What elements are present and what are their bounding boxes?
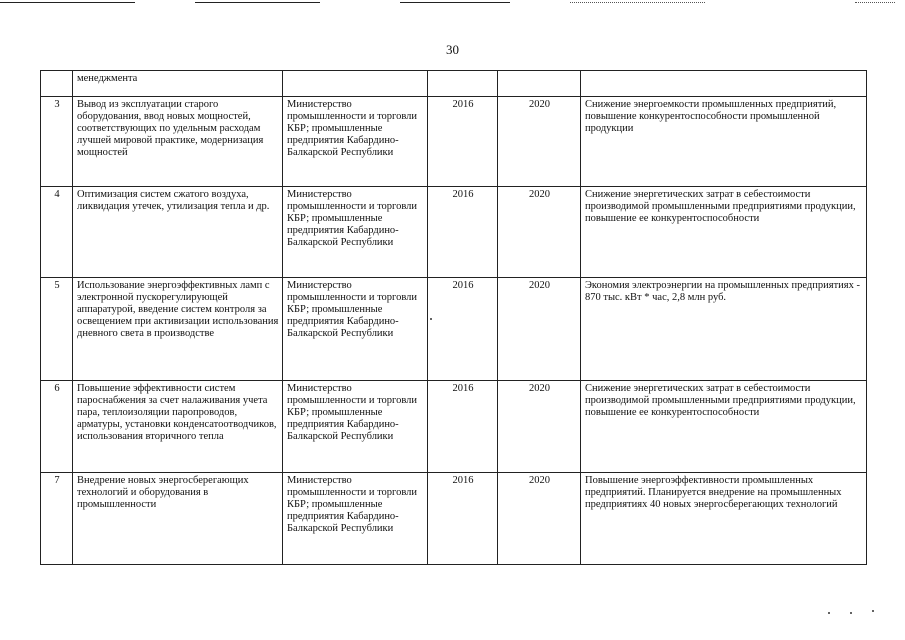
end-year-cell: 2020 <box>498 97 581 187</box>
result-cell: Снижение энергетических затрат в себестоимости производимой промышленными предприятиями продукции, повышение ее конкурентоспособности <box>581 381 867 473</box>
row-number-cell: 3 <box>41 97 73 187</box>
scan-speck <box>828 612 830 614</box>
table-row <box>41 187 867 278</box>
result-cell: Снижение энергетических затрат в себестоимости производимой промышленными предприятиями продукции, повышение ее конкурентоспособности <box>581 187 867 278</box>
table-row <box>41 97 867 187</box>
measure-cell: Повышение эффективности систем пароснабжения за счет налаживания учета пара, теплоизоляции паропроводов, арматуры, установки конденсатоотводчиков, использования вторичного тепла <box>73 381 283 473</box>
executor-cell: Министерство промышленности и торговли КБР; промышленные предприятия Кабардино-Балкарской Республики <box>283 187 428 278</box>
end-year-cell <box>498 71 581 97</box>
measure-cell: Внедрение новых энергосберегающих технологий и оборудования в промышленности <box>73 473 283 565</box>
scan-speck <box>430 318 432 320</box>
row-number-cell <box>41 71 73 97</box>
measures-table <box>40 70 867 565</box>
end-year-cell: 2020 <box>498 278 581 381</box>
result-cell: Экономия электроэнергии на промышленных предприятиях - 870 тыс. кВт * час, 2,8 млн руб. <box>581 278 867 381</box>
start-year-cell: 2016 <box>428 97 498 187</box>
result-cell: Повышение энергоэффективности промышленных предприятий. Планируется внедрение на промышленных предприятиях 40 новых энергосберегающих технологий <box>581 473 867 565</box>
end-year-cell: 2020 <box>498 381 581 473</box>
scan-speck <box>850 612 852 614</box>
measure-cell: Вывод из эксплуатации старого оборудования, ввод новых мощностей, соответствующих по удельным расходам лучшей мировой практике, модернизация мощностей <box>73 97 283 187</box>
end-year-cell: 2020 <box>498 187 581 278</box>
measure-cell: менеджмента <box>73 71 283 97</box>
scan-speck <box>872 610 874 612</box>
row-number-cell: 6 <box>41 381 73 473</box>
end-year-cell: 2020 <box>498 473 581 565</box>
row-number-cell: 4 <box>41 187 73 278</box>
header-rule <box>400 2 510 3</box>
header-rule <box>195 2 320 3</box>
measure-cell: Использование энергоэффективных ламп с электронной пускорегулирующей аппаратурой, введение систем контроля за освещением при активизации использования дневного света в производстве <box>73 278 283 381</box>
table-row <box>41 381 867 473</box>
start-year-cell <box>428 71 498 97</box>
start-year-cell: 2016 <box>428 381 498 473</box>
header-rule <box>0 2 135 3</box>
table-row <box>41 71 867 97</box>
table-row <box>41 473 867 565</box>
start-year-cell: 2016 <box>428 187 498 278</box>
header-rule <box>855 2 895 3</box>
measure-cell: Оптимизация систем сжатого воздуха, ликвидация утечек, утилизация тепла и др. <box>73 187 283 278</box>
executor-cell: Министерство промышленности и торговли КБР; промышленные предприятия Кабардино-Балкарской Республики <box>283 278 428 381</box>
executor-cell: Министерство промышленности и торговли КБР; промышленные предприятия Кабардино-Балкарской Республики <box>283 97 428 187</box>
start-year-cell: 2016 <box>428 278 498 381</box>
header-rule <box>570 2 705 3</box>
row-number-cell: 7 <box>41 473 73 565</box>
row-number-cell: 5 <box>41 278 73 381</box>
page-number: 30 <box>446 42 459 57</box>
start-year-cell: 2016 <box>428 473 498 565</box>
executor-cell: Министерство промышленности и торговли КБР; промышленные предприятия Кабардино-Балкарской Республики <box>283 473 428 565</box>
executor-cell <box>283 71 428 97</box>
result-cell: Снижение энергоемкости промышленных предприятий, повышение конкурентоспособности промышленной продукции <box>581 97 867 187</box>
result-cell <box>581 71 867 97</box>
executor-cell: Министерство промышленности и торговли КБР; промышленные предприятия Кабардино-Балкарской Республики <box>283 381 428 473</box>
table-row <box>41 278 867 381</box>
